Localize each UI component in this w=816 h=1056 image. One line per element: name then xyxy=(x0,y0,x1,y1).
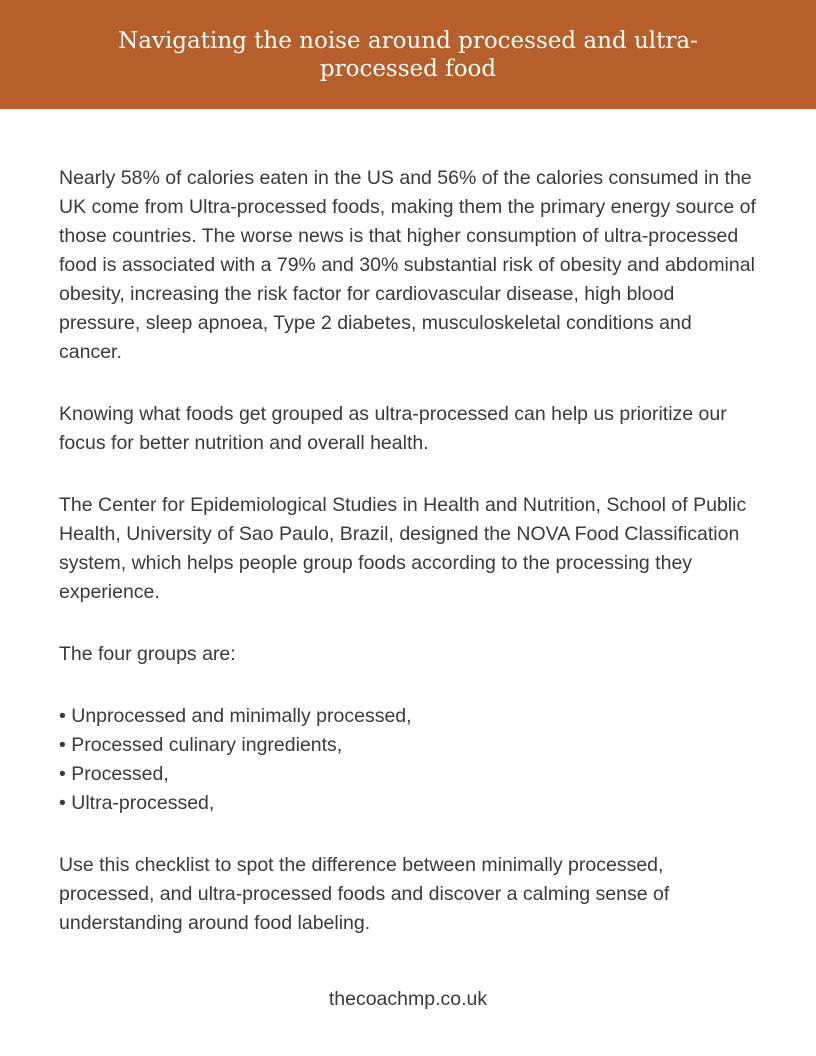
groups-list xyxy=(59,702,759,818)
page-title: Navigating the noise around processed and ultra-processed food xyxy=(118,28,698,82)
footer-website: thecoachmp.co.uk xyxy=(328,988,488,1010)
list-item: • Processed culinary ingredients, xyxy=(59,734,343,756)
groups-intro: The four groups are: xyxy=(59,643,236,665)
prioritize-paragraph: Knowing what foods get grouped as ultra-processed can help us prioritize our focus for better nutrition and overall health. xyxy=(59,403,727,454)
list-item: • Processed, xyxy=(59,763,169,785)
list-item: • Unprocessed and minimally processed, xyxy=(59,705,412,727)
checklist-paragraph: Use this checklist to spot the difference between minimally processed, processed, and ultra-processed foods and discover a calming sense of understanding around food labeling. xyxy=(59,854,670,934)
intro-paragraph: Nearly 58% of calories eaten in the US and 56% of the calories consumed in the UK come from Ultra-processed foods, making them the primary energy source of those countries. The worse news is that higher consumption of ultra-processed food is associated with a 79% and 30% substantial risk of obesity and abdominal obesity, increasing the risk factor for cardiovascular disease, high blood pressure, sleep apnoea, Type 2 diabetes, musculoskeletal conditions and cancer. xyxy=(59,167,756,363)
list-item: • Ultra-processed, xyxy=(59,792,215,814)
nova-paragraph: The Center for Epidemiological Studies in Health and Nutrition, School of Public Health, University of Sao Paulo, Brazil, designed the NOVA Food Classification system, which helps people group foods according to the processing they experience. xyxy=(59,494,747,603)
header-banner xyxy=(0,0,816,109)
article-body xyxy=(59,164,759,971)
